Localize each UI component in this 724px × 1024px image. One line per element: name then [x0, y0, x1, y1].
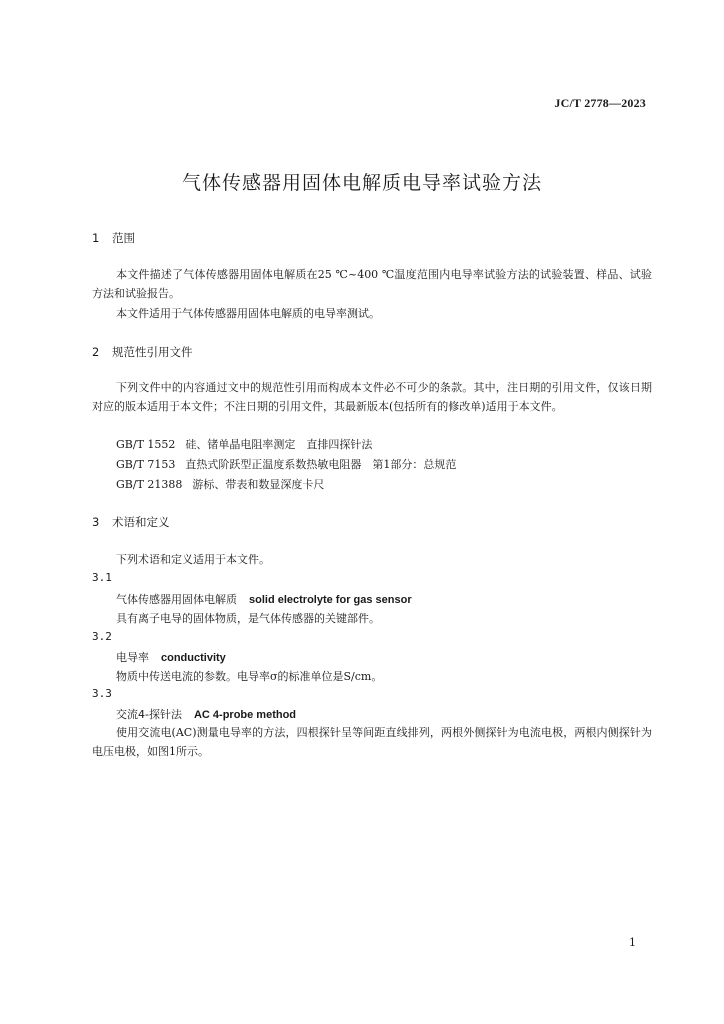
term-zh: 气体传感器用固体电解质	[116, 593, 237, 606]
scope-paragraph-2: 本文件适用于气体传感器用固体电解质的电导率测试。	[116, 307, 380, 320]
reference-code: GB/T 7153	[116, 458, 176, 471]
reference-item	[116, 436, 372, 452]
section-1-heading	[92, 230, 135, 246]
term-entry	[116, 591, 412, 607]
terms-intro: 下列术语和定义适用于本文件。	[116, 553, 270, 566]
term-zh: 电导率	[116, 651, 149, 664]
term-en: AC 4-probe method	[193, 709, 297, 721]
reference-code: GB/T 21388	[116, 478, 183, 491]
term-en: conductivity	[161, 652, 226, 664]
clause-number: 3.2	[92, 630, 112, 643]
reference-title: 直热式阶跃型正温度系数热敏电阻器 第1部分：总规范	[185, 458, 457, 471]
section-number: 2	[92, 345, 100, 359]
page-number: 1	[629, 936, 636, 949]
reference-item	[116, 476, 324, 492]
section-title: 范围	[112, 231, 135, 245]
term-zh: 交流4-探针法	[116, 708, 182, 721]
term-definition: 使用交流电(AC)测量电导率的方法，四根探针呈等间距直线排列，两根外侧探针为电流电极，两根内侧探针为电压电极，如图1所示。	[92, 726, 652, 758]
term-en: solid electrolyte for gas sensor	[249, 594, 412, 606]
term-definition: 物质中传送电流的参数。电导率σ的标准单位是S/cm。	[116, 670, 383, 683]
term-entry	[116, 706, 296, 722]
section-2-heading	[92, 344, 193, 360]
scope-paragraph-1: 本文件描述了气体传感器用固体电解质在25 ℃~400 ℃温度范围内电导率试验方法的试验装置、样品、试验方法和试验报告。	[92, 268, 652, 300]
section-3-heading	[92, 514, 170, 530]
section-number: 3	[92, 515, 100, 529]
reference-item	[116, 456, 456, 472]
standard-code: JC/T 2778—2023	[554, 96, 646, 110]
reference-code: GB/T 1552	[116, 438, 176, 451]
document-title: 气体传感器用固体电解质电导率试验方法	[181, 172, 542, 194]
term-entry	[116, 649, 226, 665]
reference-title: 硅、锗单晶电阻率测定 直排四探针法	[185, 438, 373, 451]
section-title: 规范性引用文件	[112, 345, 193, 359]
term-definition: 具有离子电导的固体物质，是气体传感器的关键部件。	[116, 612, 380, 625]
section-title: 术语和定义	[112, 515, 170, 529]
clause-number: 3.3	[92, 687, 112, 700]
references-paragraph: 下列文件中的内容通过文中的规范性引用而构成本文件必不可少的条款。其中，注日期的引用文件，仅该日期对应的版本适用于本文件；不注日期的引用文件，其最新版本(包括所有的修改单)适用于本文件。	[92, 381, 652, 413]
section-number: 1	[92, 231, 100, 245]
reference-title: 游标、带表和数显深度卡尺	[192, 478, 325, 491]
clause-number: 3.1	[92, 571, 112, 584]
